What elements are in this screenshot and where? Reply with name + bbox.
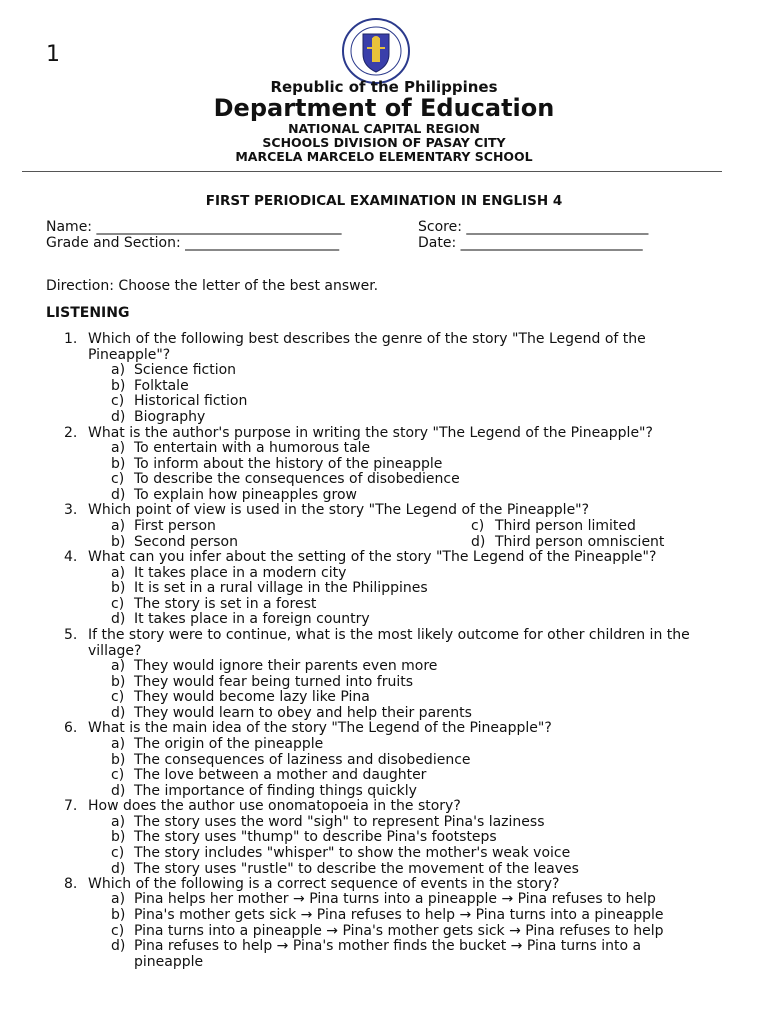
option-text: They would learn to obey and help their parents (134, 705, 472, 721)
option-text: Biography (134, 409, 206, 425)
option-letter: b) (111, 534, 126, 550)
option-text: The story includes "whisper" to show the mother's weak voice (134, 845, 571, 861)
option-text: Third person limited (495, 518, 636, 534)
option-text: The story uses the word "sigh" to represent Pina's laziness (134, 814, 545, 830)
question-text: Which point of view is used in the story "The Legend of the Pineapple"? (88, 502, 590, 518)
option-text: They would fear being turned into fruits (134, 674, 414, 690)
deped-seal-icon (341, 18, 411, 84)
option-text: To explain how pineapples grow (134, 487, 357, 503)
header-division: SCHOOLS DIVISION OF PASAY CITY (262, 135, 506, 150)
option-letter: a) (111, 658, 126, 674)
header-region: NATIONAL CAPITAL REGION (288, 121, 480, 136)
option-text: The story uses "thump" to describe Pina's footsteps (134, 829, 497, 845)
option-letter: a) (111, 440, 126, 456)
question-text: Which of the following best describes the genre of the story "The Legend of the (88, 331, 646, 347)
score-field: Score: __________________________ (418, 219, 649, 235)
option-letter: b) (111, 752, 126, 768)
option-text: To describe the consequences of disobedience (134, 471, 460, 487)
option-letter: d) (111, 611, 126, 627)
option-letter: c) (111, 393, 125, 409)
option-letter: c) (111, 767, 125, 783)
question-number: 8. (64, 876, 78, 892)
option-letter: c) (111, 471, 125, 487)
option-letter: d) (111, 861, 126, 877)
option-letter: b) (111, 580, 126, 596)
header-divider (22, 171, 722, 172)
option-text: The origin of the pineapple (134, 736, 324, 752)
option-text: To entertain with a humorous tale (134, 440, 371, 456)
question-text: If the story were to continue, what is the most likely outcome for other children in the (88, 627, 690, 643)
option-letter: c) (111, 596, 125, 612)
option-text: The importance of finding things quickly (134, 783, 417, 799)
option-text: It is set in a rural village in the Philippines (134, 580, 428, 596)
question-text: What is the main idea of the story "The Legend of the Pineapple"? (88, 720, 552, 736)
option-text: Pina turns into a pineapple → Pina's mother gets sick → Pina refuses to help (134, 923, 664, 939)
question-text: How does the author use onomatopoeia in the story? (88, 798, 461, 814)
option-text: To inform about the history of the pineapple (134, 456, 443, 472)
option-letter: d) (471, 534, 486, 550)
option-letter: b) (111, 378, 126, 394)
question-text: What can you infer about the setting of the story "The Legend of the Pineapple"? (88, 549, 657, 565)
option-letter: c) (111, 845, 125, 861)
header-republic: Republic of the Philippines (270, 78, 498, 96)
option-text: Pina refuses to help → Pina's mother finds the bucket → Pina turns into a (134, 938, 642, 954)
option-text: It takes place in a modern city (134, 565, 347, 581)
option-text: Second person (134, 534, 238, 550)
option-letter: c) (111, 923, 125, 939)
option-text-continued: pineapple (134, 954, 204, 970)
question-text: village? (88, 643, 142, 659)
option-text: Pina helps her mother → Pina turns into a pineapple → Pina refuses to help (134, 891, 656, 907)
option-letter: c) (471, 518, 485, 534)
option-text: Science fiction (134, 362, 237, 378)
question-number: 3. (64, 502, 78, 518)
option-text: The consequences of laziness and disobedience (134, 752, 471, 768)
option-text: They would ignore their parents even more (134, 658, 438, 674)
option-letter: d) (111, 783, 126, 799)
option-text: Third person omniscient (495, 534, 665, 550)
option-letter: a) (111, 565, 126, 581)
direction-text: Direction: Choose the letter of the best answer. (46, 278, 379, 294)
option-letter: d) (111, 487, 126, 503)
question-number: 7. (64, 798, 78, 814)
option-letter: b) (111, 456, 126, 472)
question-text: Which of the following is a correct sequence of events in the story? (88, 876, 560, 892)
question-number: 6. (64, 720, 78, 736)
option-letter: d) (111, 705, 126, 721)
option-text: Folktale (134, 378, 189, 394)
option-text: It takes place in a foreign country (134, 611, 370, 627)
date-field: Date: __________________________ (418, 235, 643, 251)
option-letter: a) (111, 891, 126, 907)
section-heading: LISTENING (46, 305, 130, 321)
option-text: The story uses "rustle" to describe the movement of the leaves (134, 861, 579, 877)
header-department: Department of Education (213, 94, 555, 122)
option-letter: a) (111, 362, 126, 378)
question-number: 2. (64, 425, 78, 441)
question-text: Pineapple"? (88, 347, 171, 363)
exam-title: FIRST PERIODICAL EXAMINATION IN ENGLISH 4 (205, 193, 563, 209)
question-number: 5. (64, 627, 78, 643)
option-letter: d) (111, 409, 126, 425)
option-text: First person (134, 518, 216, 534)
question-text: What is the author's purpose in writing the story "The Legend of the Pineapple"? (88, 425, 653, 441)
grade-section-field: Grade and Section: ______________________ (46, 235, 340, 251)
option-letter: b) (111, 674, 126, 690)
option-letter: b) (111, 829, 126, 845)
option-letter: a) (111, 736, 126, 752)
option-letter: a) (111, 814, 126, 830)
option-letter: d) (111, 938, 126, 954)
header-school: MARCELA MARCELO ELEMENTARY SCHOOL (235, 149, 533, 164)
option-text: The love between a mother and daughter (134, 767, 427, 783)
option-text: The story is set in a forest (134, 596, 317, 612)
option-text: Historical fiction (134, 393, 248, 409)
option-text: They would become lazy like Pina (134, 689, 370, 705)
question-number: 1. (64, 331, 78, 347)
option-letter: c) (111, 689, 125, 705)
option-letter: b) (111, 907, 126, 923)
question-number: 4. (64, 549, 78, 565)
page-number: 1 (46, 42, 60, 67)
option-letter: a) (111, 518, 126, 534)
name-field: Name: ___________________________________ (46, 219, 342, 235)
option-text: Pina's mother gets sick → Pina refuses to help → Pina turns into a pineapple (134, 907, 664, 923)
